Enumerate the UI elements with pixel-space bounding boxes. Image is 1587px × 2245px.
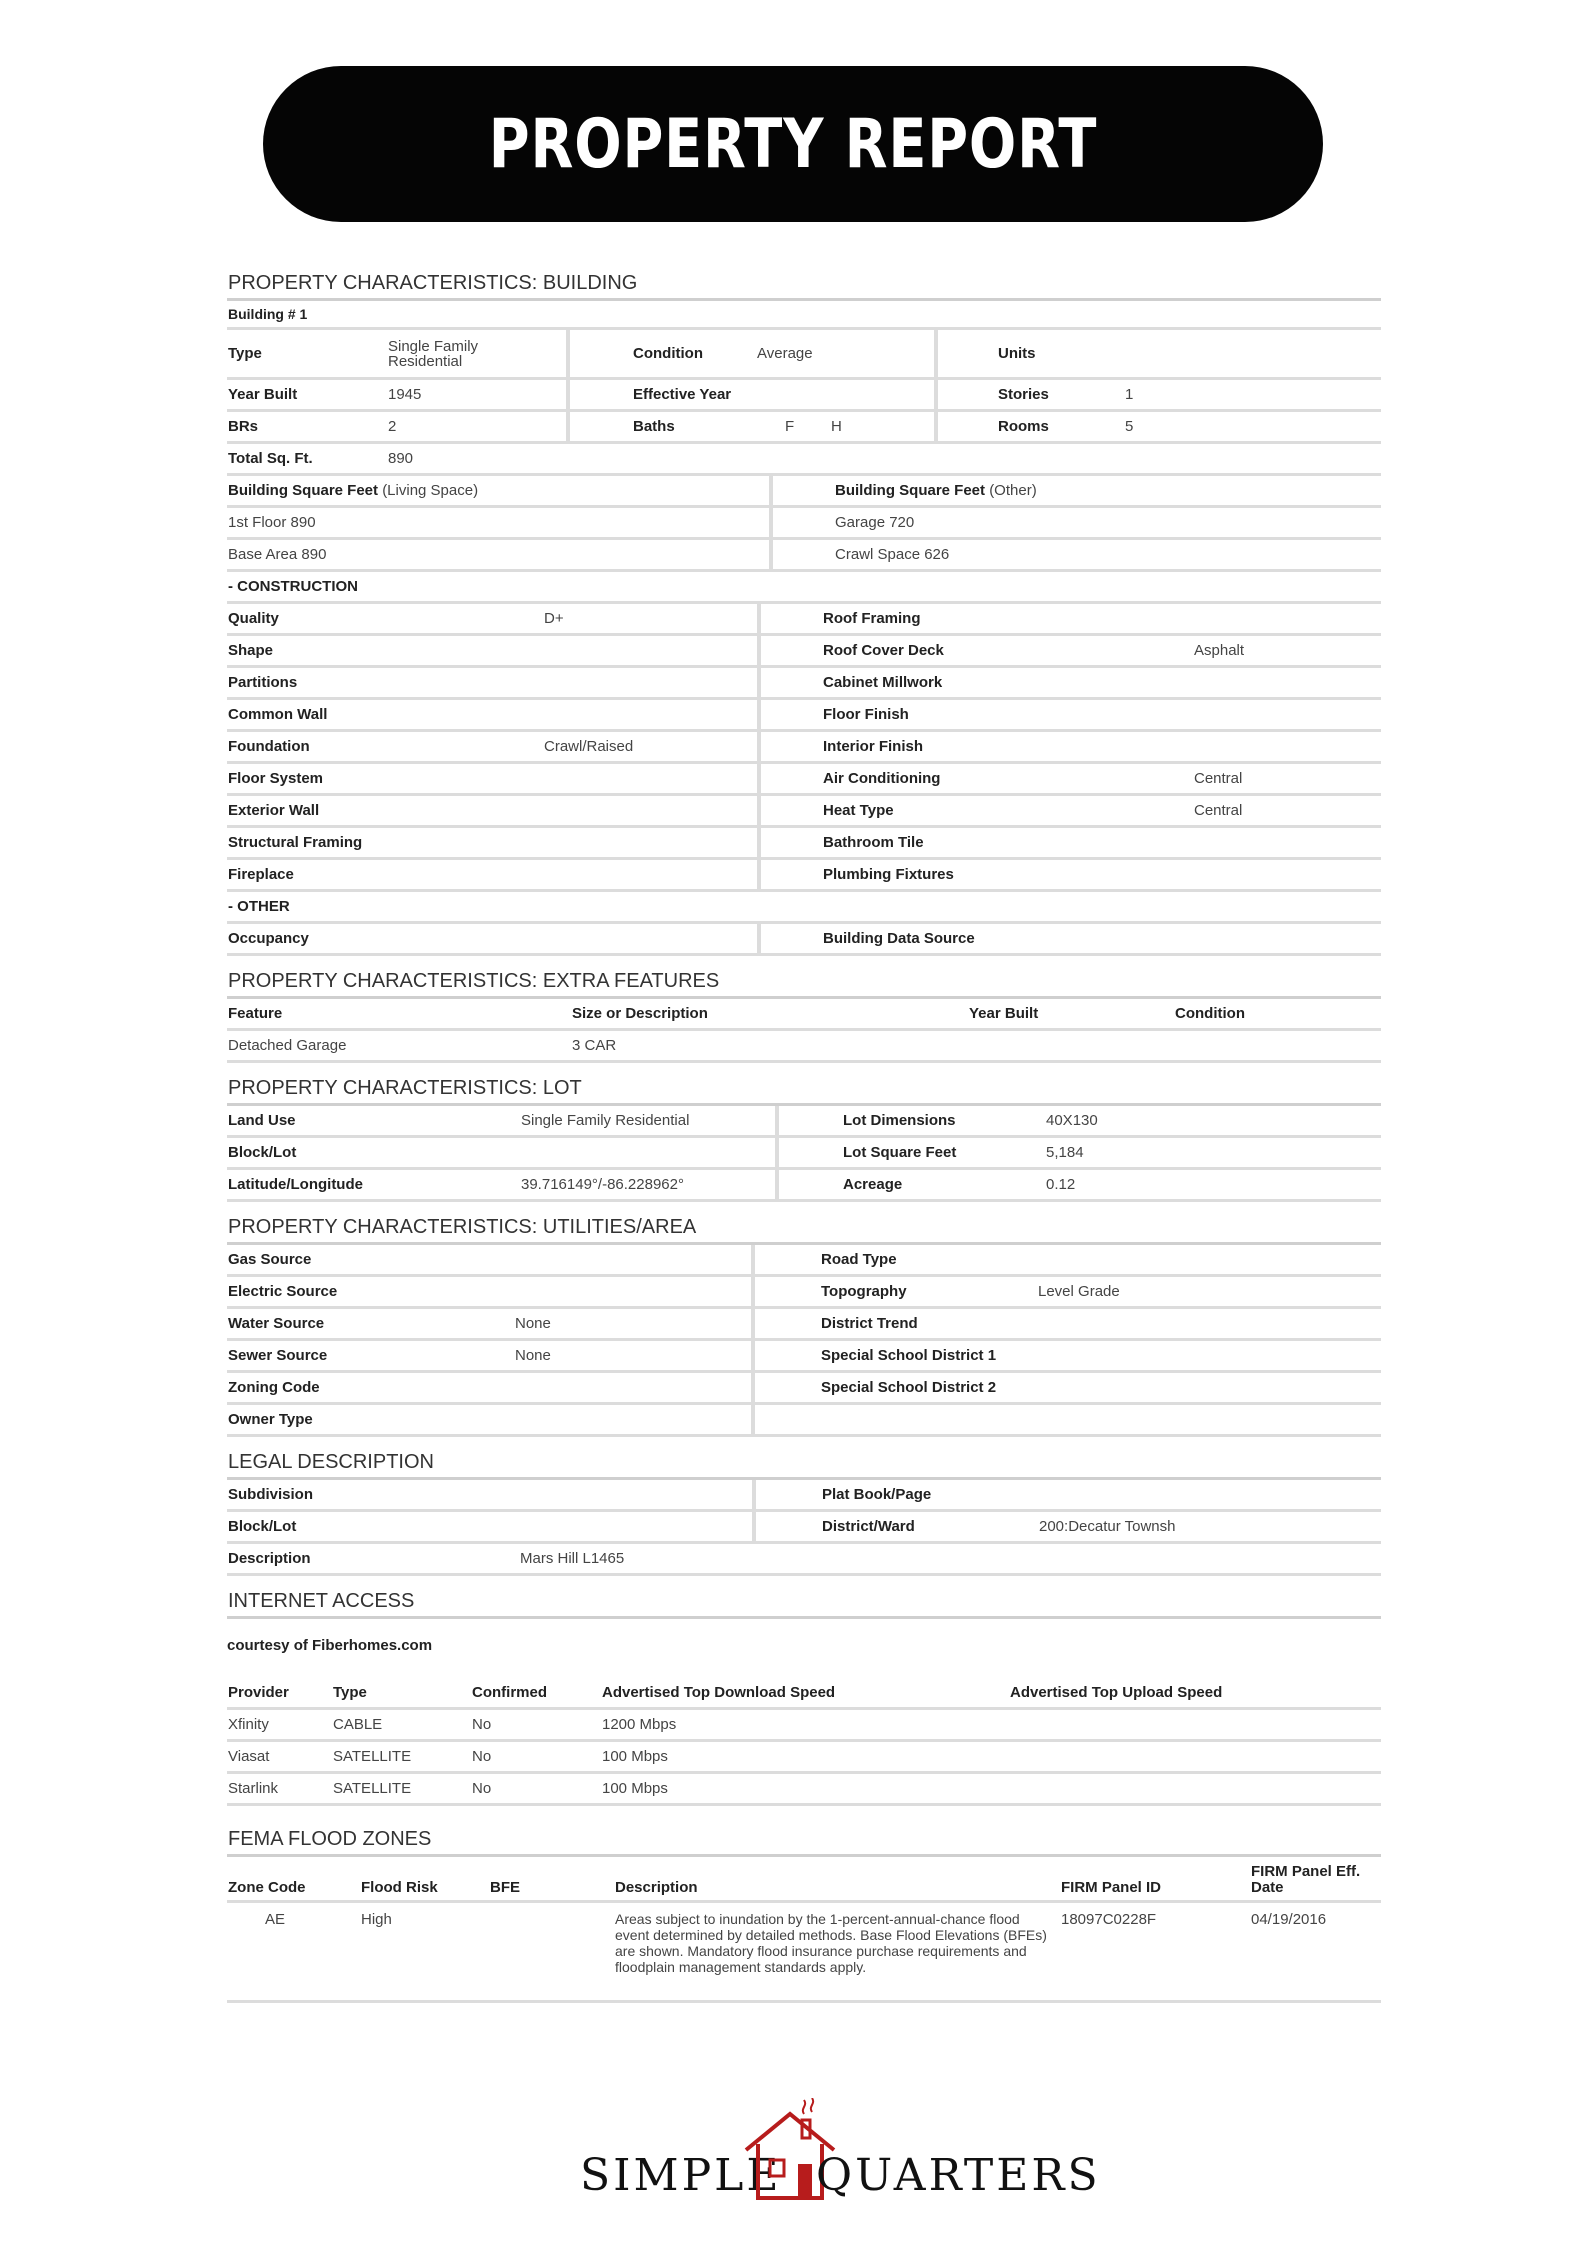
extra-header-row <box>227 999 1381 1031</box>
construction-row <box>227 636 1381 668</box>
extra-feature: Detached Garage <box>228 1037 347 1054</box>
internet-cell: No <box>472 1748 492 1765</box>
internet-courtesy: courtesy of Fiberhomes.com <box>227 1637 433 1654</box>
legal-row <box>227 1480 1381 1512</box>
construction-heading: - CONSTRUCTION <box>228 578 358 595</box>
internet-header-cell: Confirmed <box>472 1684 547 1701</box>
report-banner <box>263 66 1323 222</box>
construction-label: Structural Framing <box>228 834 363 851</box>
year-built-row <box>227 380 1381 412</box>
report-content <box>227 258 1381 2003</box>
utility-value <box>1037 1322 1039 1326</box>
fema-cell: Areas subject to inundation by the 1-percent-annual-chance flood event determined by detailed methods. Base Flood Elevations (BFEs) are shown. Mandatory flood insurance purchase requirements and floodplain management standards apply. <box>615 1911 1047 1975</box>
construction-row <box>227 828 1381 860</box>
construction-label: Floor System <box>228 770 324 787</box>
utility-label <box>751 1405 1037 1434</box>
construction-label: Foundation <box>228 738 310 755</box>
extra-header-feature: Feature <box>228 1005 283 1022</box>
construction-label: Heat Type <box>757 796 1193 825</box>
lot-label: Land Use <box>228 1112 296 1129</box>
construction-value <box>543 809 757 813</box>
construction-row <box>227 764 1381 796</box>
fema-header-cell: Flood Risk <box>361 1879 438 1896</box>
internet-cell: 100 Mbps <box>602 1780 668 1797</box>
lot-label: Acreage <box>775 1170 1045 1199</box>
legal-rows <box>227 1480 1381 1544</box>
utility-label: Water Source <box>228 1315 325 1332</box>
baths-label: Baths <box>566 412 784 441</box>
condition-value: Average <box>757 345 813 362</box>
construction-label: Interior Finish <box>757 732 1193 761</box>
baths-full: F <box>785 418 795 435</box>
legal-value: 200:Decatur Townsh <box>1039 1518 1176 1535</box>
utility-value <box>1037 1386 1039 1390</box>
construction-value <box>543 713 757 717</box>
extra-header-size: Size or Description <box>572 1005 708 1022</box>
internet-cell: No <box>472 1716 492 1733</box>
lot-value <box>520 1151 775 1155</box>
internet-cell: 1200 Mbps <box>602 1716 677 1733</box>
utility-label: Owner Type <box>228 1411 313 1428</box>
lot-label: Lot Dimensions <box>775 1106 1045 1135</box>
internet-header-cell: Advertised Top Download Speed <box>602 1684 836 1701</box>
construction-row <box>227 668 1381 700</box>
building-number: Building # 1 <box>228 306 308 322</box>
construction-value <box>1193 713 1195 717</box>
bsf-row-1 <box>227 508 1381 540</box>
utility-label: District Trend <box>751 1309 1037 1338</box>
section-title-legal: LEGAL DESCRIPTION <box>227 1443 1381 1480</box>
section-title-utilities: PROPERTY CHARACTERISTICS: UTILITIES/AREA <box>227 1208 1381 1245</box>
construction-label: Plumbing Fixtures <box>757 860 1193 889</box>
legal-label: Subdivision <box>228 1486 314 1503</box>
construction-label: Roof Cover Deck <box>757 636 1193 665</box>
logo-text-simple: SIMPLE <box>580 2150 782 2201</box>
construction-row <box>227 700 1381 732</box>
utility-value <box>514 1258 751 1262</box>
utility-row <box>227 1277 1381 1309</box>
internet-cell <box>1009 1755 1011 1759</box>
internet-cell: Viasat <box>228 1748 270 1765</box>
logo-text-quarters: QUARTERS <box>816 2150 1101 2201</box>
lot-row <box>227 1106 1381 1138</box>
section-title-lot: PROPERTY CHARACTERISTICS: LOT <box>227 1069 1381 1106</box>
construction-label: Shape <box>228 642 274 659</box>
internet-cell: SATELLITE <box>333 1780 412 1797</box>
utility-value: None <box>515 1315 551 1332</box>
effective-year-value <box>756 393 934 397</box>
bsf-other-sub: (Other) <box>989 482 1037 499</box>
utility-row <box>227 1373 1381 1405</box>
extra-year <box>968 1044 1174 1048</box>
lot-label: Latitude/Longitude <box>228 1176 363 1193</box>
legal-label: District/Ward <box>752 1512 1038 1541</box>
utility-label: Sewer Source <box>228 1347 328 1364</box>
utility-value <box>1037 1258 1039 1262</box>
construction-label: Partitions <box>228 674 298 691</box>
utility-label: Electric Source <box>228 1283 338 1300</box>
utility-value <box>514 1386 751 1390</box>
fema-cell: High <box>361 1911 392 1928</box>
brs-row <box>227 412 1381 444</box>
extra-condition <box>1174 1044 1176 1048</box>
fema-row <box>227 1903 1381 2003</box>
year-built-value: 1945 <box>388 386 422 403</box>
fema-header-cell: BFE <box>490 1879 520 1896</box>
base-area: Base Area 890 <box>228 546 327 563</box>
utility-label: Special School District 1 <box>751 1341 1037 1370</box>
bsf-other-label: Building Square Feet <box>835 482 986 499</box>
construction-label: Common Wall <box>228 706 328 723</box>
utility-value <box>1037 1354 1039 1358</box>
baths-half: H <box>831 418 842 435</box>
extra-header-year: Year Built <box>969 1005 1039 1022</box>
construction-label: Roof Framing <box>757 604 1193 633</box>
utility-row <box>227 1245 1381 1277</box>
units-label: Units <box>934 330 1164 377</box>
first-floor: 1st Floor 890 <box>228 514 316 531</box>
utility-row <box>227 1341 1381 1373</box>
fema-header-cell: FIRM Panel ID <box>1061 1879 1162 1896</box>
legal-value <box>519 1525 752 1529</box>
section-title-extra: PROPERTY CHARACTERISTICS: EXTRA FEATURES <box>227 962 1381 999</box>
stories-label: Stories <box>934 380 1124 409</box>
data-source-label: Building Data Source <box>757 924 976 953</box>
construction-label: Quality <box>228 610 279 627</box>
construction-rows <box>227 604 1381 892</box>
fema-header-cell: FIRM Panel Eff. Date <box>1251 1863 1361 1896</box>
occupancy-label: Occupancy <box>228 930 309 947</box>
legal-label: Block/Lot <box>228 1518 297 1535</box>
effective-year-label: Effective Year <box>566 380 756 409</box>
construction-label: Fireplace <box>228 866 294 883</box>
construction-label: Air Conditioning <box>757 764 1193 793</box>
construction-heading-row <box>227 572 1381 604</box>
utility-value: None <box>515 1347 551 1364</box>
report-title: PROPERTY REPORT <box>488 104 1098 184</box>
bsf-header-row <box>227 476 1381 508</box>
internet-cell <box>1009 1787 1011 1791</box>
type-value: Single Family Residential <box>388 337 479 370</box>
legal-description-label: Description <box>228 1550 311 1567</box>
construction-value: Crawl/Raised <box>544 738 634 755</box>
internet-cell: 100 Mbps <box>602 1748 668 1765</box>
utility-rows <box>227 1245 1381 1437</box>
construction-value <box>543 873 757 877</box>
construction-value: Central <box>1194 770 1243 787</box>
lot-row <box>227 1170 1381 1202</box>
bsf-living-header <box>227 480 769 501</box>
rooms-value: 5 <box>1125 418 1134 435</box>
extra-header-condition: Condition <box>1175 1005 1245 1022</box>
condition-label: Condition <box>566 330 756 377</box>
section-title-building: PROPERTY CHARACTERISTICS: BUILDING <box>227 264 1381 301</box>
bsf-row-2 <box>227 540 1381 572</box>
fema-header-cell: Zone Code <box>228 1879 306 1896</box>
brs-label: BRs <box>228 418 259 435</box>
utility-row <box>227 1405 1381 1437</box>
internet-cell: Starlink <box>228 1780 279 1797</box>
construction-label: Floor Finish <box>757 700 1193 729</box>
construction-value <box>543 649 757 653</box>
garage: Garage 720 <box>769 508 915 537</box>
lot-rows <box>227 1106 1381 1202</box>
construction-value <box>1193 841 1195 845</box>
legal-description-value: Mars Hill L1465 <box>520 1550 625 1567</box>
construction-value: D+ <box>544 610 564 627</box>
legal-label: Plat Book/Page <box>752 1480 1038 1509</box>
construction-row <box>227 860 1381 892</box>
bsf-living-label: Building Square Feet <box>228 482 379 499</box>
total-sqft-label: Total Sq. Ft. <box>228 450 313 467</box>
construction-row <box>227 796 1381 828</box>
construction-value <box>1193 681 1195 685</box>
fema-table <box>227 1857 1381 2003</box>
extra-row <box>227 1031 1381 1063</box>
lot-value: 40X130 <box>1046 1112 1098 1129</box>
utility-value <box>1037 1418 1039 1422</box>
units-value <box>1164 352 1166 356</box>
lot-value: 5,184 <box>1046 1144 1084 1161</box>
simple-quarters-logo <box>580 2098 1101 2208</box>
total-sqft-value: 890 <box>388 450 414 467</box>
bsf-other-header <box>769 476 1038 505</box>
building-number-row <box>227 301 1381 330</box>
other-heading-row <box>227 892 1381 924</box>
utility-value <box>514 1290 751 1294</box>
utility-label: Road Type <box>751 1245 1037 1274</box>
section-title-fema: FEMA FLOOD ZONES <box>227 1820 1381 1857</box>
occupancy-row <box>227 924 1381 956</box>
construction-row <box>227 732 1381 764</box>
construction-row <box>227 604 1381 636</box>
internet-header-row <box>227 1678 1381 1710</box>
fema-cell: 18097C0228F <box>1061 1911 1157 1928</box>
lot-value: 39.716149°/-86.228962° <box>521 1176 684 1193</box>
construction-label: Cabinet Millwork <box>757 668 1193 697</box>
section-title-internet: INTERNET ACCESS <box>227 1582 1381 1619</box>
internet-row <box>227 1742 1381 1774</box>
construction-value <box>543 681 757 685</box>
lot-value: 0.12 <box>1046 1176 1076 1193</box>
fema-header-row <box>227 1857 1381 1903</box>
year-built-label: Year Built <box>228 386 298 403</box>
utility-value <box>514 1418 751 1422</box>
utility-label: Zoning Code <box>228 1379 320 1396</box>
construction-value <box>1193 745 1195 749</box>
extra-size: 3 CAR <box>572 1037 617 1054</box>
crawl-space: Crawl Space 626 <box>769 540 950 569</box>
internet-header-cell: Provider <box>228 1684 289 1701</box>
lot-value: Single Family Residential <box>521 1112 690 1129</box>
other-heading: - OTHER <box>228 898 290 915</box>
fema-header-cell: Description <box>615 1879 698 1896</box>
internet-row <box>227 1774 1381 1806</box>
internet-cell <box>1009 1723 1011 1727</box>
lot-row <box>227 1138 1381 1170</box>
fema-cell <box>489 1909 614 1913</box>
internet-cell: Xfinity <box>228 1716 269 1733</box>
construction-value: Central <box>1194 802 1243 819</box>
legal-description-row <box>227 1544 1381 1576</box>
internet-row <box>227 1710 1381 1742</box>
fema-cell: 04/19/2016 <box>1251 1911 1327 1928</box>
internet-cell: No <box>472 1780 492 1797</box>
construction-value: Asphalt <box>1194 642 1245 659</box>
internet-cell: CABLE <box>333 1716 383 1733</box>
construction-label: Bathroom Tile <box>757 828 1193 857</box>
utility-label: Gas Source <box>228 1251 312 1268</box>
utility-row <box>227 1309 1381 1341</box>
brs-value: 2 <box>388 418 397 435</box>
utility-label: Topography <box>751 1277 1037 1306</box>
fema-cell: AE <box>265 1911 286 1928</box>
construction-value <box>1193 617 1195 621</box>
construction-value <box>543 841 757 845</box>
construction-value <box>1193 873 1195 877</box>
construction-label: Exterior Wall <box>228 802 320 819</box>
lot-label: Lot Square Feet <box>775 1138 1045 1167</box>
legal-value <box>1038 1493 1040 1497</box>
type-label: Type <box>228 345 262 362</box>
lot-label: Block/Lot <box>228 1144 297 1161</box>
legal-value <box>519 1493 752 1497</box>
type-row <box>227 330 1381 380</box>
internet-header-cell: Advertised Top Upload Speed <box>1010 1684 1223 1701</box>
utility-value: Level Grade <box>1038 1283 1120 1300</box>
utility-label: Special School District 2 <box>751 1373 1037 1402</box>
construction-value <box>543 777 757 781</box>
rooms-label: Rooms <box>934 412 1124 441</box>
internet-header-cell: Type <box>333 1684 367 1701</box>
legal-row <box>227 1512 1381 1544</box>
total-sqft-row <box>227 444 1381 476</box>
bsf-living-sub: (Living Space) <box>382 482 479 499</box>
stories-value: 1 <box>1125 386 1134 403</box>
internet-cell: SATELLITE <box>333 1748 412 1765</box>
internet-table <box>227 1678 1381 1806</box>
